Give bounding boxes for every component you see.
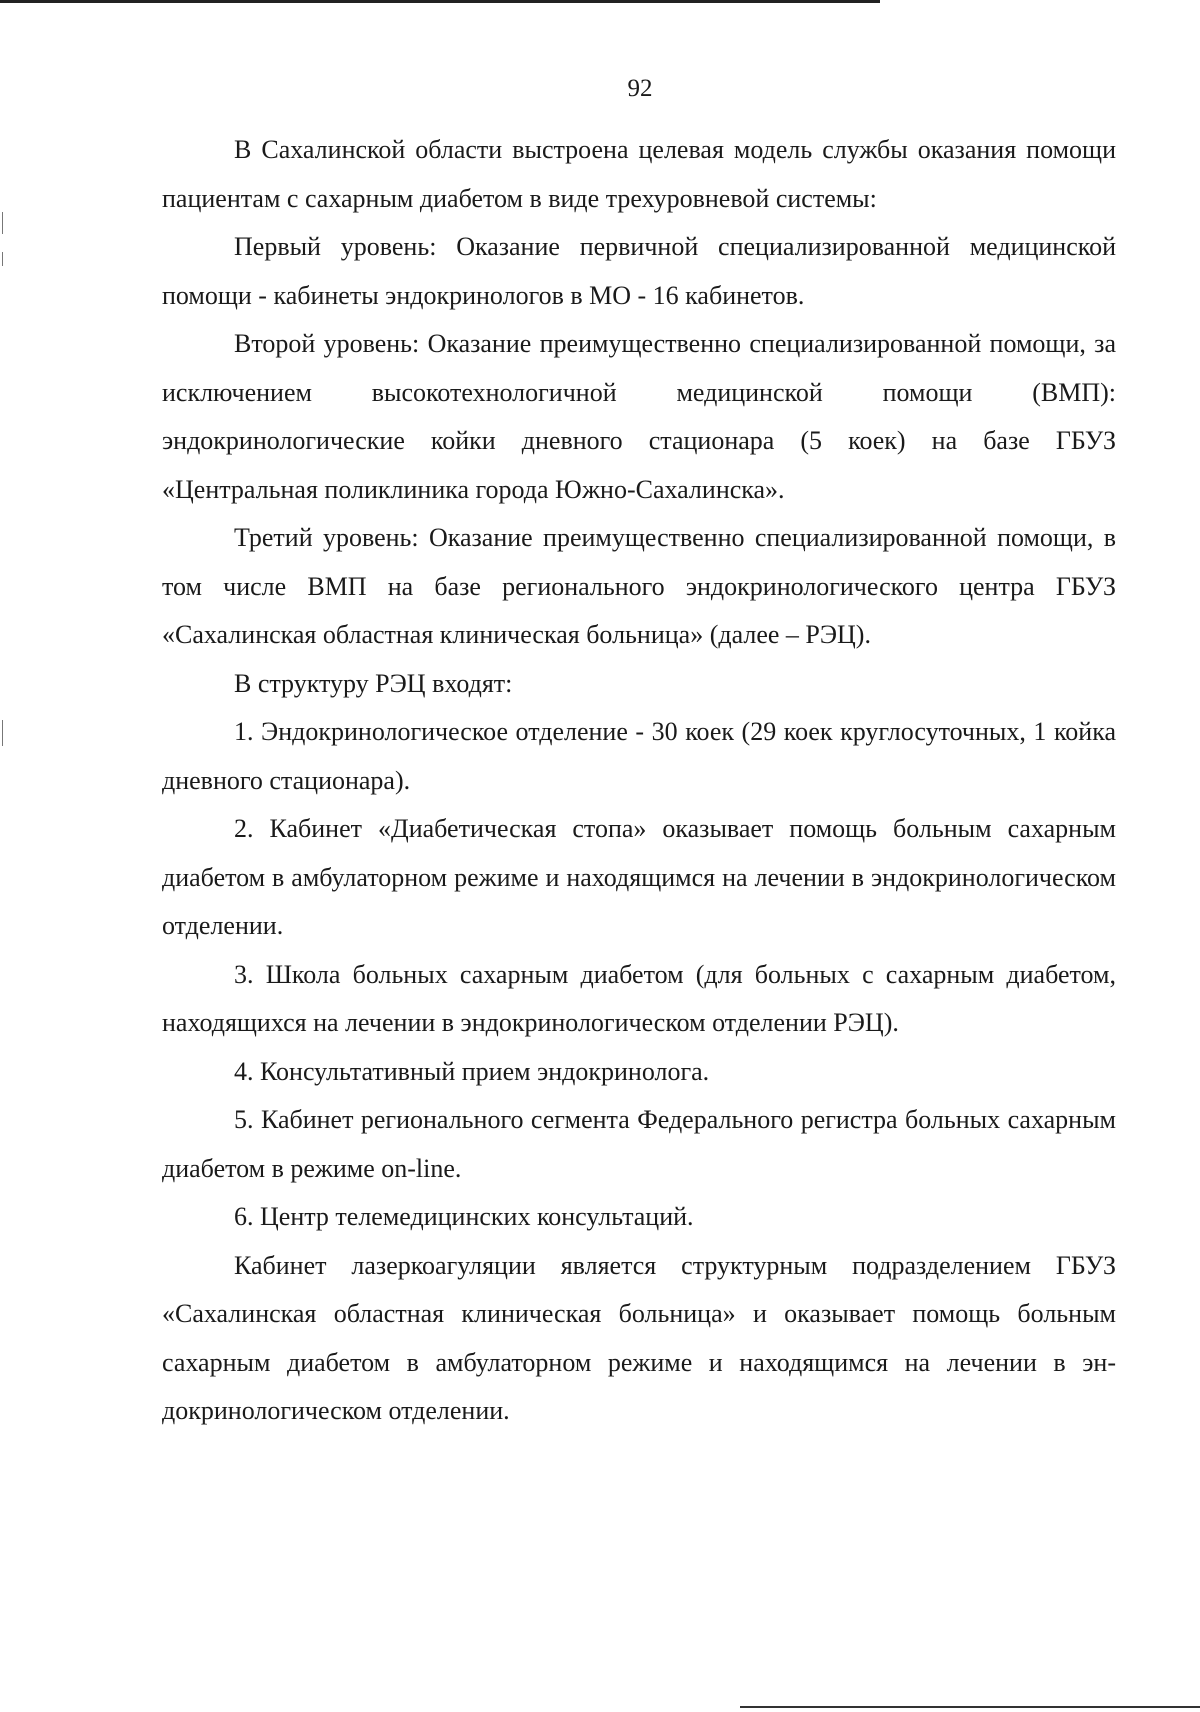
scan-mark [2,212,3,234]
page-number: 92 [627,75,653,102]
paragraph: Второй уровень: Оказание преимущественно специализированной помощи, за исключением высокотехнологичной медицинской помощи (ВМП): эндокринологические койки дневного стационара (5 коек) на базе ГБУЗ «Центральная поликлиника города Южно-Сахалинска». [162,329,1116,504]
document-body [162,126,1116,1436]
paragraph: Кабинет лазеркоагуляции является структурным подразделением ГБУЗ «Сахалинская областная клиническая больница» и оказывает помощь больным сахарным диабетом в амбулаторном режиме и находящимся на лечении в эндокринологическом отделении. [162,1250,1116,1425]
paragraph: 6. Центр телемедицинских консультаций. [234,1202,694,1231]
paragraph: 3. Школа больных сахарным диабетом (для больных с сахарным диабетом, находящихся на лечении в эндокринологическом отделении РЭЦ). [162,959,1116,1037]
paragraph: 1. Эндокринологическое отделение - 30 коек (29 коек круглосуточных, 1 койка дневного стационара). [162,717,1116,795]
paragraph: Третий уровень: Оказание преимущественно специализированной помощи, в том числе ВМП на базе регионального эндокринологического центра ГБУЗ «Сахалинская областная клиническая больница» (далее – РЭЦ). [162,523,1116,649]
paragraph: 4. Консультативный прием эндокринолога. [234,1056,710,1086]
paragraph: Первый уровень: Оказание первичной специализированной медицинской помощи - кабинеты эндокринологов в МО - 16 кабинетов. [162,232,1116,310]
paragraph: В структуру РЭЦ входят: [234,668,513,698]
top-border-line [0,0,880,3]
scan-mark [2,252,3,266]
scan-mark [2,720,3,746]
paragraph: 2. Кабинет «Диабетическая стопа» оказывает помощь больным сахарным диабетом в амбулаторном режиме и находящимся на лечении в эндокринологическом отделении. [162,814,1116,940]
bottom-border-line [740,1706,1200,1708]
paragraph: В Сахалинской области выстроена целевая модель службы оказания помощи пациентам с сахарным диабетом в виде трехуровневой системы: [162,135,1116,213]
paragraph: 5. Кабинет регионального сегмента Федерального регистра больных сахарным диабетом в режиме on-line. [162,1105,1116,1183]
